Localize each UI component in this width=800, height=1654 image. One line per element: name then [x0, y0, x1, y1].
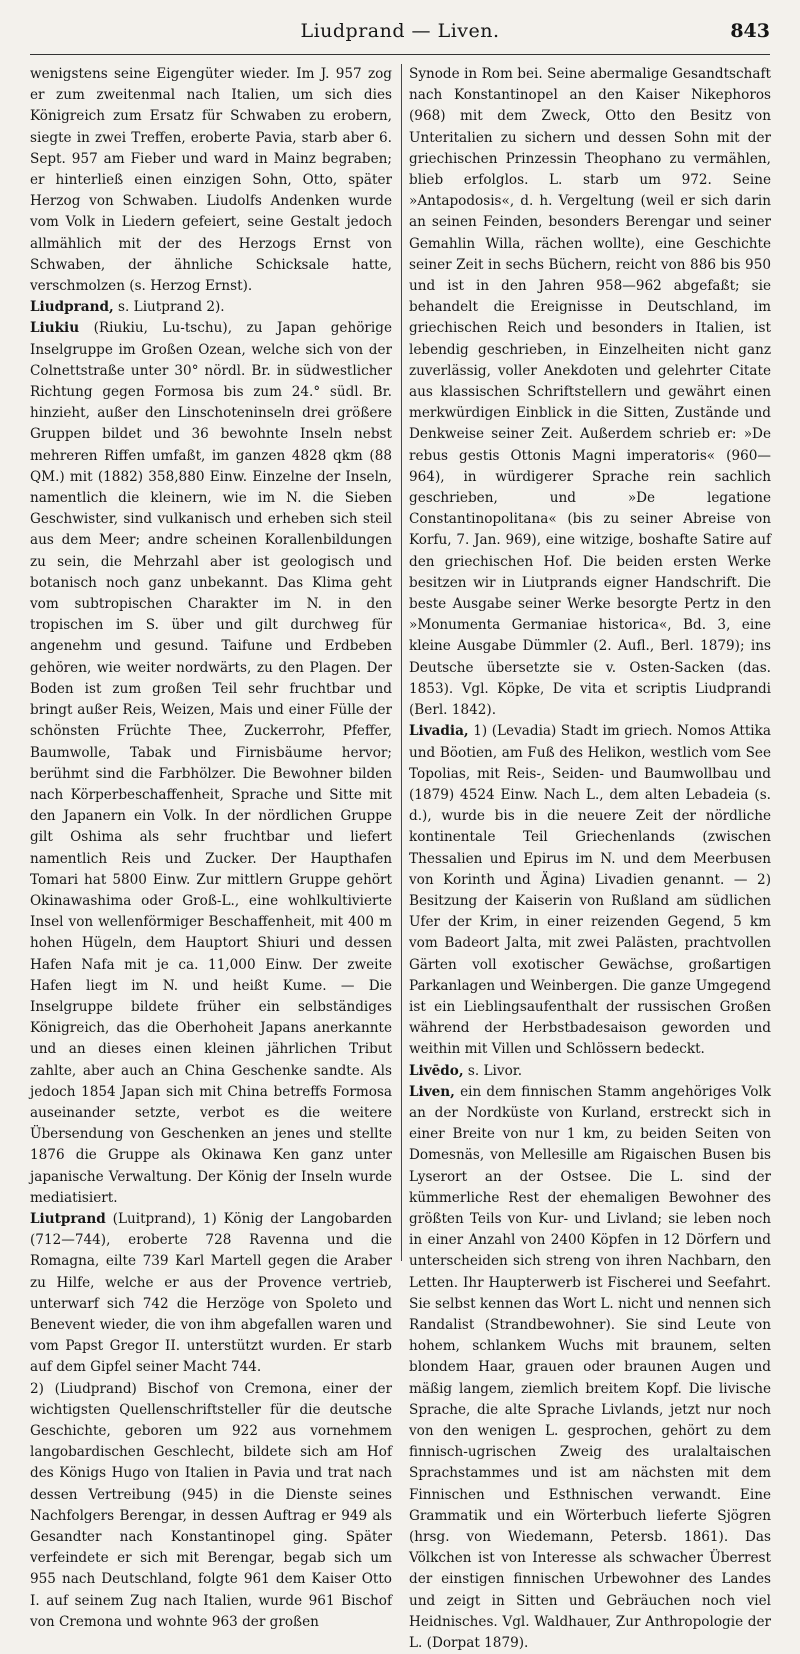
- entry-headword: Liukiu: [30, 320, 80, 337]
- entry-paragraph: [409, 1082, 771, 1654]
- page-number: 843: [730, 20, 770, 42]
- right-column: [409, 64, 771, 1654]
- entry-text: s. Livor.: [467, 1062, 523, 1079]
- entry-text: Synode in Rom bei. Seine abermalige Gesandtschaft nach Konstantinopel an den Kaiser Nikephoros (968) mit dem Zweck, Otto den Besitz von Unteritalien zu sichern und dessen Sohn mit der griechischen Prinzessin Theophano zu vermählen, blieb erfolglos. L. starb um 972. Seine »Antapodosis«, d. h. Vergeltung (weil er sich darin an seinen Feinden, besonders Berengar und seiner Gemahlin Willa, rächen wollte), eine Geschichte seiner Zeit in sechs Büchern, reicht von 886 bis 950 und ist in den Jahren 958—962 abgefaßt; sie behandelt die Ereignisse in Deutschland, im griechischen Reich und besonders in Italien, ist lebendig geschrieben, in Einzelheiten nicht ganz zuverlässig, voller Anekdoten und gelehrter Citate aus klassischen Schriftstellern und gewährt einen merkwürdigen Einblick in die Sitten, Zustände und Denkweise seiner Zeit. Außerdem schrieb er: »De rebus gestis Ottonis Magni imperatoris« (960—964), in würdigerer Sprache rein sachlich geschrieben, und »De legatione Constantinopolitana« (bis zu seiner Abreise von Korfu, 7. Jan. 969), eine witzige, boshafte Satire auf den griechischen Hof. Die beiden ersten Werke besitzen wir in Liutprands eigner Handschrift. Die beste Ausgabe seiner Werke besorgte Pertz in den »Monumenta Germaniae historica«, Bd. 3, eine kleine Ausgabe Dümmler (2. Aufl., Berl. 1879); ins Deutsche übersetzte sie v. Osten-Sacken (das. 1853). Vgl. Köpke, De vita et scriptis Liudprandi (Berl. 1842).: [409, 66, 771, 719]
- entry-paragraph: [409, 64, 771, 721]
- entry-headword: Livēdo,: [409, 1062, 464, 1079]
- entry-text: ein dem finnischen Stamm angehöriges Volk an der Nordküste von Kurland, erstreckt sich in einer Breite von nur 1 km, zu beiden Seiten von Domesnäs, von Mellesille am Rigaischen Busen bis Lyserort an der Ostsee. Die L. sind der kümmerliche Rest der ehemaligen Bewohner des größten Teils von Kur- und Livland; sie leben noch in einer Anzahl von 2400 Köpfen in 12 Dörfern und unterscheiden sich streng von ihren Nachbarn, den Letten. Ihr Haupterwerb ist Fischerei und Seefahrt. Sie selbst kennen das Wort L. nicht und nennen sich Randalist (Strandbewohner). Sie sind Leute von hohem, schlankem Wuchs mit braunem, selten blondem Haar, grauen oder braunen Augen und mäßig langem, ziemlich breitem Kopf. Die livische Sprache, die alte Sprache Livlands, jetzt nur noch von den wenigen L. gesprochen, gehört zu dem finnisch-ugrischen Zweig des uralaltaischen Sprachstammes und ist am nächsten mit dem Finnischen und Esthnischen verwandt. Eine Grammatik und ein Wörterbuch lieferte Sjögren (hrsg. von Wiedemann, Petersb. 1861). Das Völkchen ist von Interesse als schwacher Überrest der einstigen finnischen Urbewohner des Landes und zeigt in Sitten und Gebräuchen noch viel Heidnisches. Vgl. Waldhauer, Zur Anthropologie der L. (Dorpat 1879).: [409, 1083, 771, 1652]
- entry-text: s. Liutprand 2).: [118, 299, 225, 316]
- entry-headword: Liudprand,: [30, 299, 114, 316]
- entry-text: (Riukiu, Lu-tschu), zu Japan gehörige Inselgruppe im Großen Ozean, welche sich von der Colnettstraße unter 30° nördl. Br. in südwestlicher Richtung gegen Formosa bis zum 24.° südl. Br. hinzieht, außer den Linschoteninseln drei größere Gruppen bildet und 36 bewohnte Inseln nebst mehreren Riffen umfaßt, im ganzen 4828 qkm (88 QM.) mit (1882) 358,880 Einw. Einzelne der Inseln, namentlich die kleinern, wie im N. die Sieben Geschwister, sind vulkanisch und erheben sich steil aus dem Meer; andre scheinen Korallenbildungen zu sein, die Mehrzahl aber ist geologisch und botanisch noch ganz unbekannt. Das Klima geht vom subtropischen Charakter im N. in den tropischen im S. über und gilt durchweg für angenehm und gesund. Taifune und Erdbeben gehören, wie weiter nordwärts, zu den Plagen. Der Boden ist zum großen Teil sehr fruchtbar und bringt außer Reis, Weizen, Mais und einer Fülle der schönsten Früchte Thee, Zuckerrohr, Pfeffer, Baumwolle, Tabak und Firnisbäume hervor; berühmt sind die Farbhölzer. Die Bewohner bilden nach Körperbeschaffenheit, Sprache und Sitte mit den Japanern ein Volk. In der nördlichen Gruppe gilt Oshima als sehr fruchtbar und liefert namentlich Reis und Zucker. Der Haupthafen Tomari hat 5800 Einw. Zur mittlern Gruppe gehört Okinawashima oder Groß-L., eine wohlkultivierte Insel von wellenförmiger Beschaffenheit, mit 400 m hohen Hügeln, dem Hauptort Shiuri und dessen Hafen Nafa mit je ca. 11,000 Einw. Der zweite Hafen liegt im N. und heißt Kume. — Die Inselgruppe bildete früher ein selbständiges Königreich, das die Oberhoheit Japans anerkannte und an dieses einen kleinen jährlichen Tribut zahlte, aber auch an China Geschenke sandte. Als jedoch 1854 Japan sich mit China betreffs Formosa auseinander setzte, verbot es die weitere Übersendung von Geschenken an jenes und stellte 1876 die Gruppe als Okinawa Ken ganz unter japanische Verwaltung. Der König der Inseln wurde mediatisiert.: [30, 320, 392, 1206]
- entry-text: (Luitprand), 1) König der Langobarden (712—744), eroberte 728 Ravenna und die Romagna, eilte 739 Karl Martell gegen die Araber zu Hilfe, welche er aus der Provence vertrieb, unterwarf sich 742 die Herzöge von Spoleto und Benevent wieder, die von ihm abgefallen waren und vom Papst Gregor II. unterstützt wurden. Er starb auf dem Gipfel seiner Macht 744.: [30, 1210, 392, 1376]
- column-divider: [401, 64, 402, 1261]
- left-column: [30, 64, 392, 1633]
- entry-text: 1) (Levadia) Stadt im griech. Nomos Attika und Böotien, am Fuß des Helikon, westlich vom See Topolias, mit Reis-, Seiden- und Baumwollbau und (1879) 4524 Einw. Nach L., dem alten Lebadeia (s. d.), wurde bis in die neuere Zeit der nördliche kontinentale Teil Griechenlands (zwischen Thessalien und Epirus im N. und dem Meerbusen von Korinth und Ägina) Livadien genannt. — 2) Besitzung der Kaiserin von Rußland am südlichen Ufer der Krim, in einer reizenden Gegend, 5 km vom Badeort Jalta, mit zwei Palästen, prachtvollen Gärten voll exotischer Gewächse, großartigen Parkanlagen und Weinbergen. Die ganze Umgegend ist ein Lieblingsaufenthalt der russischen Großen während der Herbstbadesaison geworden und weithin mit Villen und Schlössern bedeckt.: [409, 723, 771, 1058]
- page-header: [30, 14, 770, 55]
- entry-headword: Liven,: [409, 1083, 455, 1100]
- entry-headword: Liutprand: [30, 1210, 106, 1227]
- entry-paragraph: [30, 1379, 392, 1633]
- entry-paragraph: [30, 64, 392, 297]
- entry-paragraph: [30, 1209, 392, 1379]
- entry-paragraph: [409, 721, 771, 1060]
- entry-paragraph: [30, 297, 392, 318]
- entry-headword: Livadia,: [409, 723, 469, 740]
- entry-paragraph: [30, 318, 392, 1209]
- entry-text: 2) (Liudprand) Bischof von Cremona, einer der wichtigsten Quellenschriftsteller für die deutsche Geschichte, geboren um 922 aus vornehmem langobardischen Geschlecht, bildete sich am Hof des Königs Hugo von Italien in Pavia und trat nach dessen Vertreibung (945) in die Dienste seines Nachfolgers Berengar, in dessen Auftrag er 949 als Gesandter nach Konstantinopel ging. Später verfeindete er sich mit Berengar, begab sich um 955 nach Deutschland, folgte 961 dem Kaiser Otto I. auf seinem Zug nach Italien, wurde 961 Bischof von Cremona und wohnte 963 der großen: [30, 1380, 392, 1630]
- entry-paragraph: [409, 1061, 771, 1082]
- running-head: Liudprand — Liven.: [300, 20, 500, 42]
- entry-text: wenigstens seine Eigengüter wieder. Im J. 957 zog er zum zweitenmal nach Italien, um sich dies Königreich zum Ersatz für Schwaben zu erobern, siegte in zwei Treffen, eroberte Pavia, starb aber 6. Sept. 957 am Fieber und ward in Mainz begraben; er hinterließ einen einzigen Sohn, Otto, später Herzog von Schwaben. Liudolfs Andenken wurde vom Volk in Liedern gefeiert, seine Gestalt jedoch allmählich mit der des Herzogs Ernst von Schwaben, der ähnliche Schicksale hatte, verschmolzen (s. Herzog Ernst).: [30, 66, 392, 295]
